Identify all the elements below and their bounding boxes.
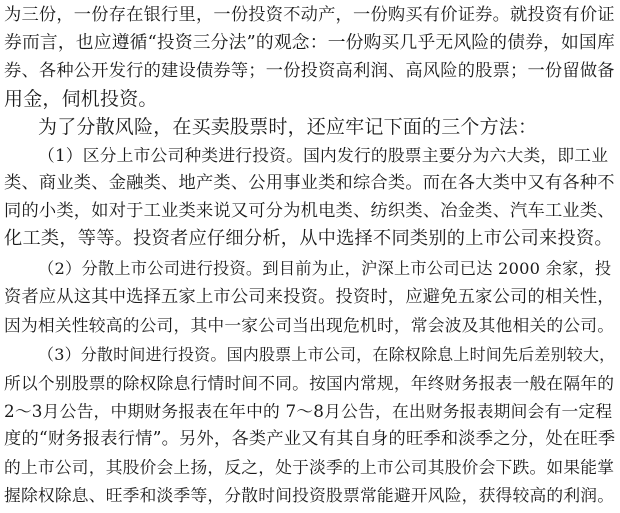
text-line-16: 度的“财务报表行情”。另外，各类产业又有其自身的旺季和淡季之分，处在旺季 — [4, 429, 616, 449]
text-line-8: 同的小类，如对于工业类来说又可分为机电类、纺织类、冶金类、汽车工业类、 — [4, 201, 615, 221]
text-line-5: 为了分散风险，在买卖股票时，还应牢记下面的三个方法： — [38, 116, 538, 138]
text-line-10: （2）分散上市公司进行投资。到目前为止，沪深上市公司已达 2000 余家，投 — [38, 259, 612, 278]
text-line-6: （1）区分上市公司种类进行投资。国内发行的股票主要分为六大类，即工业 — [38, 145, 609, 165]
text-line-3: 券、各种公开发行的建设债券等；一份投资高利润、高风险的股票；一份留做备 — [4, 61, 615, 81]
text-line-17: 的上市公司，其股价会上扬，反之，处于淡季的上市公司其股价会下跌。如果能掌 — [4, 457, 615, 477]
text-line-1: 为三份，一份存在银行里，一份投资不动产，一份购买有价证券。就投资有价证 — [4, 5, 615, 25]
text-line-9: 化工类，等等。投资者应仔细分析，从中选择不同类别的上市公司来投资。 — [4, 228, 613, 249]
text-line-12: 因为相关性较高的公司，其中一家公司当出现危机时，常会波及其他相关的公司。 — [4, 315, 615, 335]
text-line-18: 握除权除息、旺季和淡季等，分散时间投资股票常能避开风险，获得较高的利润。 — [4, 485, 615, 505]
text-line-7: 类、商业类、金融类、地产类、公用事业类和综合类。而在各大类中又有各种不 — [4, 173, 615, 193]
text-line-11: 资者应从这其中选择五家上市公司来投资。投资时，应避免五家公司的相关性， — [4, 287, 615, 307]
text-line-14: 所以个别股票的除权除息行情时间不同。按国内常规，年终财务报表一般在隔年的 — [4, 373, 615, 393]
text-line-15: 2～3月公告，中期财务报表在年中的 7～8月公告，在出财务报表期间会有一定程 — [4, 401, 613, 421]
text-line-4: 用金，伺机投资。 — [4, 88, 158, 110]
text-line-13: （3）分散时间进行投资。国内股票上市公司，在除权除息上时间先后差别较大， — [38, 345, 616, 364]
text-line-2: 券而言，也应遵循“投资三分法”的观念：一份购买几乎无风险的债券，如国库 — [4, 33, 615, 53]
